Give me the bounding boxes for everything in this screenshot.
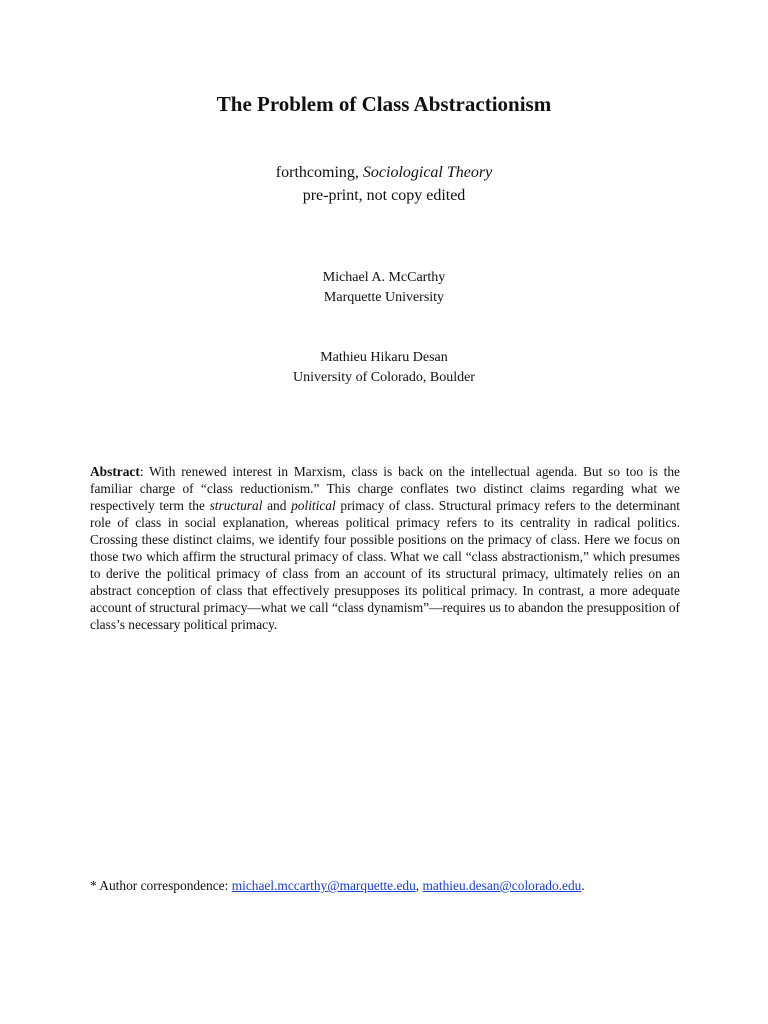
footnote-suffix: . — [581, 878, 585, 893]
abstract-label: Abstract — [90, 464, 140, 479]
publication-status: pre-print, not copy edited — [302, 187, 466, 204]
abstract-emphasis: structural — [209, 498, 263, 513]
email-link[interactable]: mathieu.desan@colorado.edu — [422, 878, 582, 893]
footnote-separator: , — [415, 878, 423, 893]
author-name: Michael A. McCarthy — [322, 270, 446, 285]
author-affiliation: University of Colorado, Boulder — [293, 370, 475, 385]
author-name: Mathieu Hikaru Desan — [320, 350, 448, 365]
abstract-emphasis: political — [291, 498, 336, 513]
author-affiliation: Marquette University — [323, 290, 445, 305]
abstract-text: and — [262, 498, 292, 513]
publication-prefix: forthcoming, — [275, 164, 363, 181]
paper-title: The Problem of Class Abstractionism — [216, 92, 552, 116]
abstract — [90, 463, 680, 633]
abstract-text: : With renewed interest in Marxism, class is back on the intellectual agenda. But so too is the familiar charge of “class reductionism.” This charge conflates two distinct claims regarding what we respectively term the — [90, 464, 680, 513]
journal-name: Sociological Theory — [362, 164, 493, 181]
abstract-text: primacy of class. Structural primacy refers to the determinant role of class in social explanation, whereas political primacy refers to its centrality in radical politics. Crossing these distinct claims, we identify four possible positions on the primacy of class. Here we focus on those two which affirm the structural primacy of class. What we call “class abstractionism,” which presumes to derive the political primacy of class from an account of its structural primacy, ultimately relies on an abstract conception of class that effectively presupposes its political primacy. In contrast, a more adequate account of structural primacy—what we call “class dynamism”—requires us to abandon the presupposition of class’s necessary political primacy. — [90, 498, 680, 632]
publication-venue — [0, 164, 768, 182]
email-link[interactable]: michael.mccarthy@marquette.edu — [231, 878, 416, 893]
footnote-prefix: * Author correspondence: — [90, 878, 232, 893]
author-correspondence-footnote — [90, 878, 690, 894]
